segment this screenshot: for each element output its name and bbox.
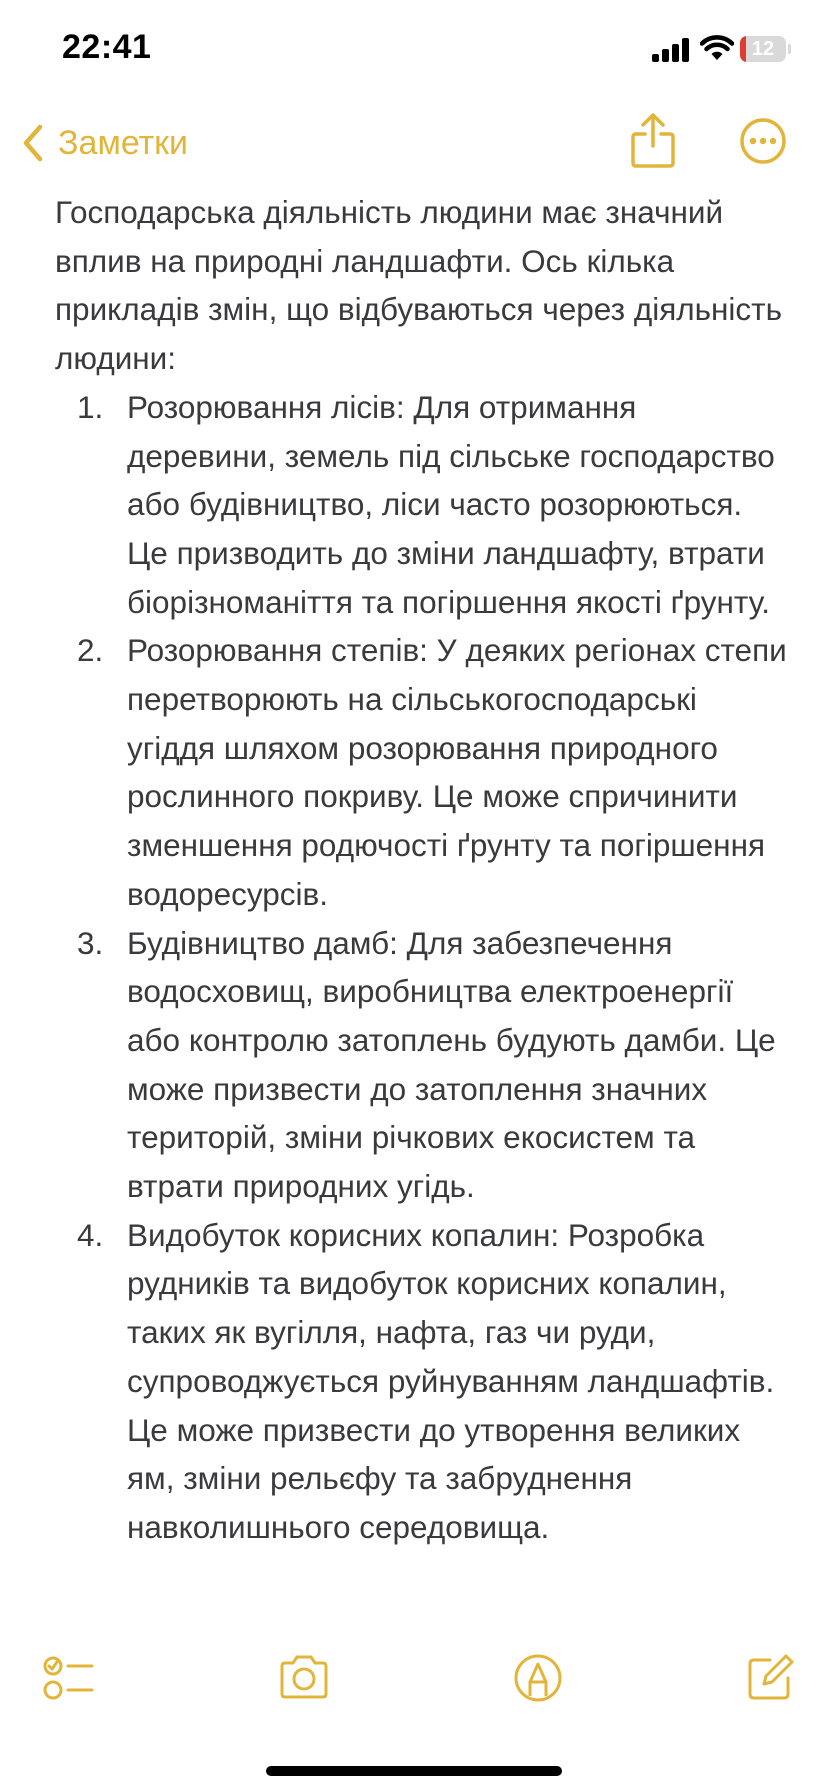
battery-cap — [788, 44, 791, 54]
list-text: Будівництво дамб: Для забезпечення водосховищ, виробництва електроенергії або контролю затоплень будують дамби. Це може призвести до затоплення значних територій, зміни річкових екосистем та втрати природних угідь. — [127, 924, 776, 1205]
list-number: 4. — [77, 1216, 104, 1253]
list-number: 2. — [77, 632, 104, 669]
battery-icon — [740, 36, 786, 62]
wifi-icon — [700, 34, 734, 62]
list-number: 1. — [77, 388, 104, 425]
camera-icon[interactable] — [276, 1650, 332, 1706]
list-text: Видобуток корисних копалин: Розробка рудників та видобуток корисних копалин, таких як вугілля, нафта, газ чи руди, супроводжується руйнуванням ландшафтів. Це може призвести до утворення великих ям, зміни рельєфу та забруднення навколишнього середовища. — [127, 1216, 775, 1545]
battery-percent: 12 — [751, 38, 775, 60]
list-text: Розорювання степів: У деяких регіонах степи перетворюють на сільськогосподарські угіддя шляхом розорювання природного рослинного покриву. Це може спричинити зменшення родючості ґрунту та погіршення водоресурсів. — [127, 632, 787, 912]
chevron-left-icon — [22, 124, 44, 162]
back-button[interactable] — [22, 118, 188, 168]
compose-icon[interactable] — [742, 1650, 798, 1706]
more-button[interactable] — [738, 116, 788, 166]
list-text: Розорювання лісів: Для отримання деревини, земель під сільське господарство або будівництво, ліси часто розорюються. Це призводить до зміни ландшафту, втрати біорізноманіття та погіршення якості ґрунту. — [127, 388, 775, 620]
navigation-bar — [0, 100, 828, 190]
list-item — [55, 383, 790, 627]
note-body[interactable] — [55, 188, 790, 1552]
list-item — [55, 626, 790, 918]
status-bar — [0, 0, 828, 100]
cellular-signal-icon — [652, 38, 692, 62]
checklist-icon[interactable] — [42, 1650, 98, 1706]
list-item — [55, 1211, 790, 1552]
note-intro: Господарська діяльність людини має значний вплив на природні ландшафти. Ось кілька прикладів змін, що відбуваються через діяльність людини: — [55, 194, 783, 377]
note-list — [55, 383, 790, 1552]
share-button[interactable] — [628, 112, 678, 170]
bottom-toolbar — [0, 1640, 828, 1720]
list-item — [55, 919, 790, 1211]
back-label: Заметки — [58, 123, 189, 162]
markup-icon[interactable] — [510, 1650, 566, 1706]
list-number: 3. — [77, 924, 104, 961]
status-time: 22:41 — [62, 28, 152, 66]
home-indicator[interactable] — [266, 1766, 562, 1776]
